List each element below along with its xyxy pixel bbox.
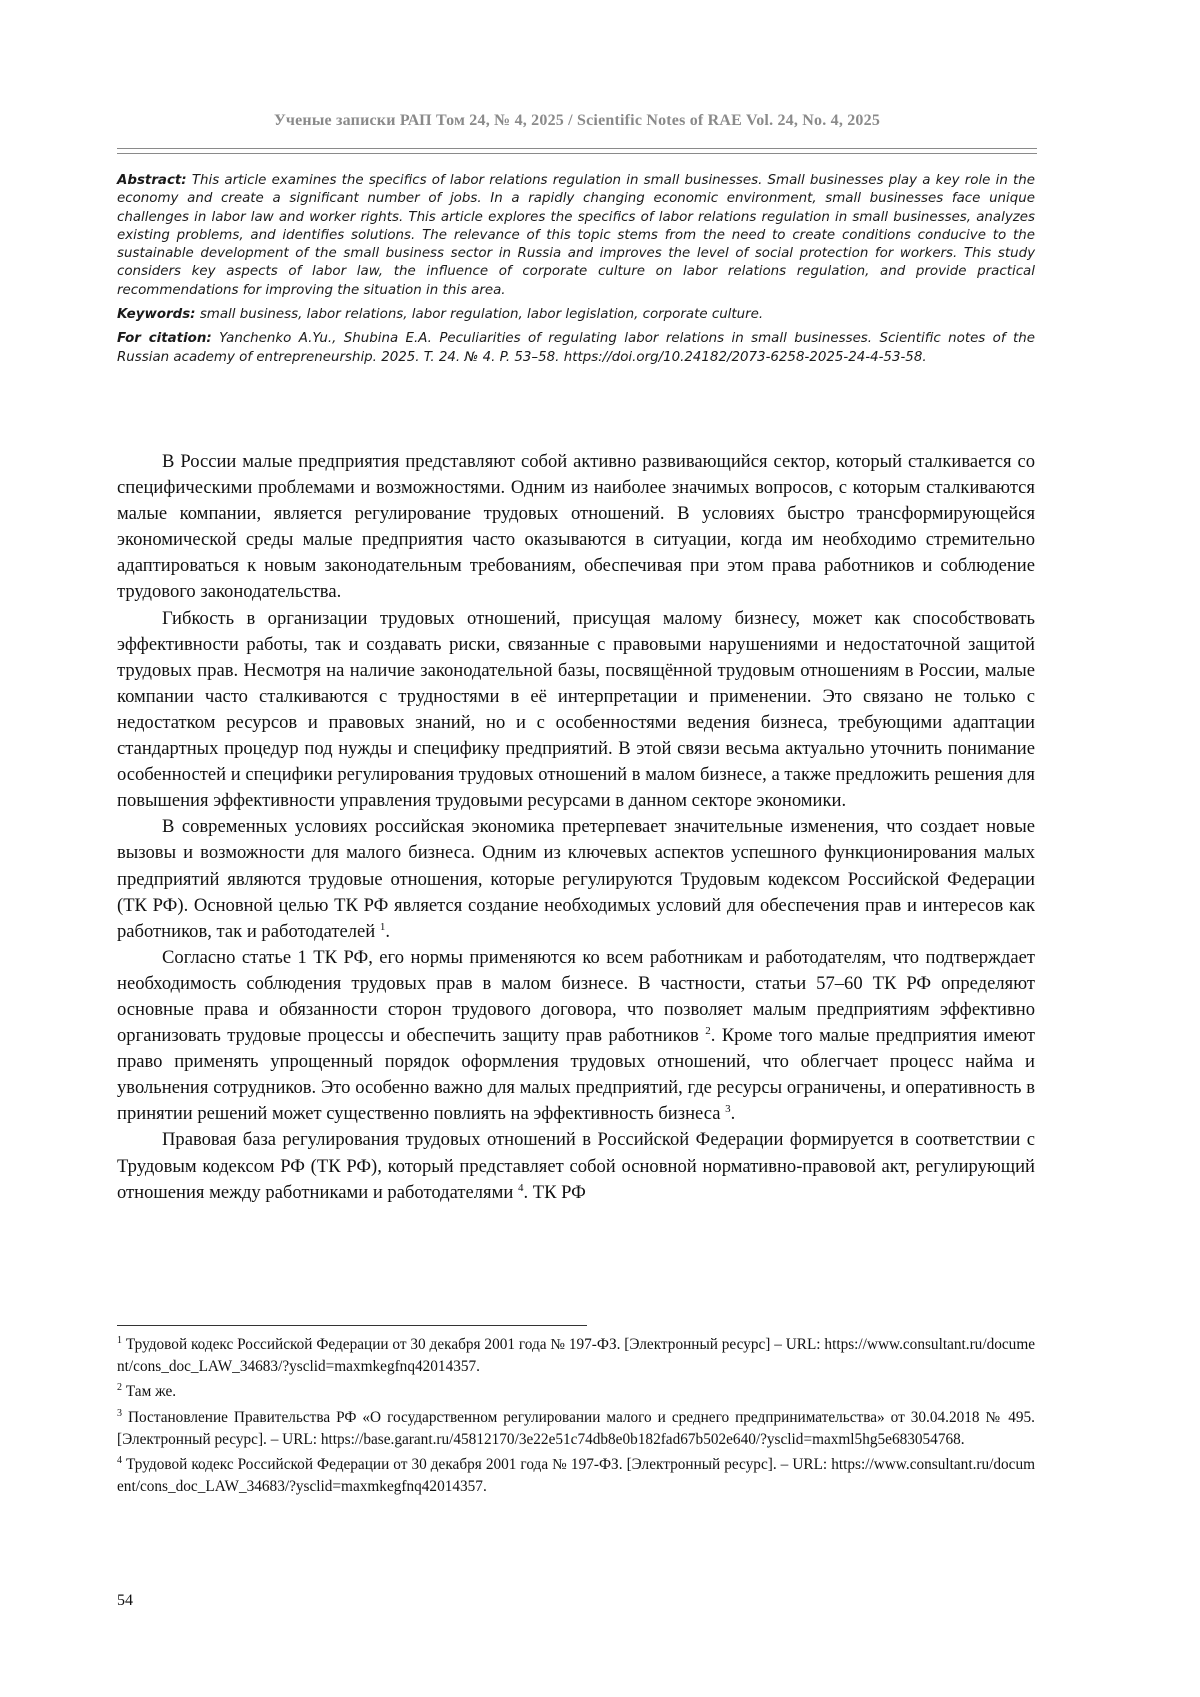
footnote-3 [117, 1407, 1035, 1451]
footnotes [117, 1334, 1035, 1501]
page-number: 54 [117, 1592, 133, 1609]
running-header: Ученые записки РАП Том 24, № 4, 2025 / Scientific Notes of RAE Vol. 24, No. 4, 2025 [273, 112, 881, 129]
paragraph-3 [117, 814, 1035, 944]
paragraph-4-text-a: Согласно статье 1 ТК РФ, его нормы применяются ко всем работникам и работодателям, что подтверждает необходимость соблюдения трудовых прав в малом бизнесе. В частности, статьи 57–60 ТК РФ определяют основные права и обязанности сторон трудового договора, что позволяет малым предприятиям эффективно организовать трудовые процессы и обеспечить защиту прав работников [117, 946, 1035, 1047]
footnote-ref-1[interactable]: 1 [379, 920, 386, 933]
paragraph-3-text: В современных условиях российская экономика претерпевает значительные изменения, что создает новые вызовы и возможности для малого бизнеса. Одним из ключевых аспектов успешного функционирования малых предприятий являются трудовые отношения, которые регулируются Трудовым кодексом Российской Федерации (ТК РФ). Основной целью ТК РФ является создание необходимых условий для обеспечения прав и интересов как работников, так и работодателей [117, 816, 1035, 942]
paragraph-5-text-a: Правовая база регулирования трудовых отношений в Российской Федерации формируется в соответствии с Трудовым кодексом РФ (ТК РФ), который представляет собой основной нормативно-правовой акт, регулирующий отношения между работниками и работодателями [117, 1129, 1035, 1203]
abstract [117, 172, 1035, 300]
doi-link[interactable]: https://doi.org/10.24182/2073-6258-2025-24-4-53-58. [563, 349, 927, 365]
footnote-2-number: 2 [117, 1382, 122, 1394]
paragraph-5 [117, 1127, 1035, 1205]
keywords-label: Keywords: [117, 307, 196, 323]
header-double-rule [117, 148, 1037, 154]
abstract-text: This article examines the specifics of labor relations regulation in small businesses. Small businesses play a key role in the economy and create a significant number of jobs. In a rapidly changing economic environment, small businesses face unique challenges in labor law and worker rights. This article explores the specifics of labor relations regulation in small businesses, analyzes existing problems, and identifies solutions. The relevance of this topic stems from the need to create conditions conducive to the sustainable development of the small business sector in Russia and improves the level of social protection for workers. This study considers key aspects of labor law, the influence of corporate culture on labor relations regulation, and provide practical recommendations for improving the situation in this area. [117, 173, 1035, 298]
paragraph-4-text-b: . Кроме того малые предприятия имеют право применять упрощенный порядок оформления трудовых отношений, что облегчает процесс найма и увольнения сотрудников. Это особенно важно для малых предприятий, где ресурсы ограничены, и оперативность в принятии решений может существенно повлиять на эффективность бизнеса [117, 1025, 1035, 1125]
footnote-4 [117, 1454, 1035, 1498]
footnote-ref-3[interactable]: 3 [725, 1103, 731, 1116]
footnote-2 [117, 1381, 1035, 1403]
citation-label: For citation: [117, 331, 212, 347]
footnote-separator [117, 1325, 587, 1326]
keywords-text: small business, labor relations, labor regulation, labor legislation, corporate culture. [199, 307, 764, 323]
footnote-1-text: Трудовой кодекс Российской Федерации от 30 декабря 2001 года № 197-ФЗ. [Электронный ресурс] – URL: [125, 1336, 821, 1353]
footnote-1-url[interactable]: https://www.consultant.ru/document/cons_doc_LAW_34683/?ysclid=maxmkegfnq42014357. [117, 1336, 1036, 1376]
keywords [117, 306, 1035, 324]
citation [117, 330, 1035, 367]
paragraph-4 [117, 945, 1035, 1128]
paragraph-3-end: . [385, 920, 391, 942]
footnote-4-number: 4 [117, 1454, 122, 1466]
paragraph-4-end: . [730, 1103, 736, 1125]
footnote-3-url[interactable]: 3e22e51c74db8e0b182fad67b502e640/?ysclid=maxml5hg5e683054768. [518, 1430, 965, 1448]
footnote-2-text: Там же. [125, 1383, 177, 1401]
footnote-ref-2[interactable]: 2 [705, 1024, 711, 1037]
citation-text: Yanchenko A.Yu., Shubina E.A. Peculiarities of regulating labor relations in small businesses. Scientific notes of the Russian academy of entrepreneurship. 2025. T. 24. № 4. P. 53–58. [117, 331, 1035, 365]
paragraph-2: Гибкость в организации трудовых отношений, присущая малому бизнесу, может как способствовать эффективности работы, так и создавать риски, связанные с правовыми нарушениями и недостаточной защитой трудовых прав. Несмотря на наличие законодательной базы, посвящённой трудовым отношениям в России, малые компании часто сталкиваются с трудностями в её интерпретации и применении. Это связано не только с недостатком ресурсов и правовых знаний, но и с особенностями ведения бизнеса, требующими адаптации стандартных процедур под нужды и специфику предприятий. В этой связи весьма актуально уточнить понимание особенностей и специфики регулирования трудовых отношений в малом бизнесе, а также предложить решения для повышения эффективности управления трудовыми ресурсами в данном секторе экономики. [117, 607, 1035, 812]
footnote-3-text: Постановление Правительства РФ «О государственном регулировании малого и среднего предпринимательства» от 30.04.2018 № 495. [Электронный ресурс]. – URL: https://base.garant.ru/45812170/ [117, 1408, 1035, 1448]
paragraph-1: В России малые предприятия представляют собой активно развивающийся сектор, который сталкивается со специфическими проблемами и возможностями. Одним из наиболее значимых вопросов, с которым сталкиваются малые компании, является регулирование трудовых отношений. В условиях быстро трансформирующейся экономической среды малые предприятия часто оказываются в ситуации, когда им необходимо стремительно адаптироваться к новым законодательным требованиям, обеспечивая при этом права работников и соблюдение трудового законодательства. [117, 451, 1035, 603]
footnote-ref-4[interactable]: 4 [517, 1181, 524, 1194]
footnote-1-number: 1 [117, 1334, 122, 1346]
paragraph-5-text-b: . ТК РФ [523, 1181, 586, 1203]
footnote-4-url[interactable]: https://www.consultant.ru/document/cons_doc_LAW_34683/?ysclid=maxmkegfnq42014357. [117, 1456, 1036, 1496]
abstract-block [117, 172, 1035, 373]
abstract-label: Abstract: [117, 173, 187, 188]
footnote-3-number: 3 [117, 1407, 122, 1419]
footnote-4-text: Трудовой кодекс Российской Федерации от 30 декабря 2001 года № 197-ФЗ. [Электронный ресурс]. – URL: [126, 1456, 828, 1474]
article-body [117, 449, 1035, 1206]
footnote-1 [117, 1334, 1035, 1378]
